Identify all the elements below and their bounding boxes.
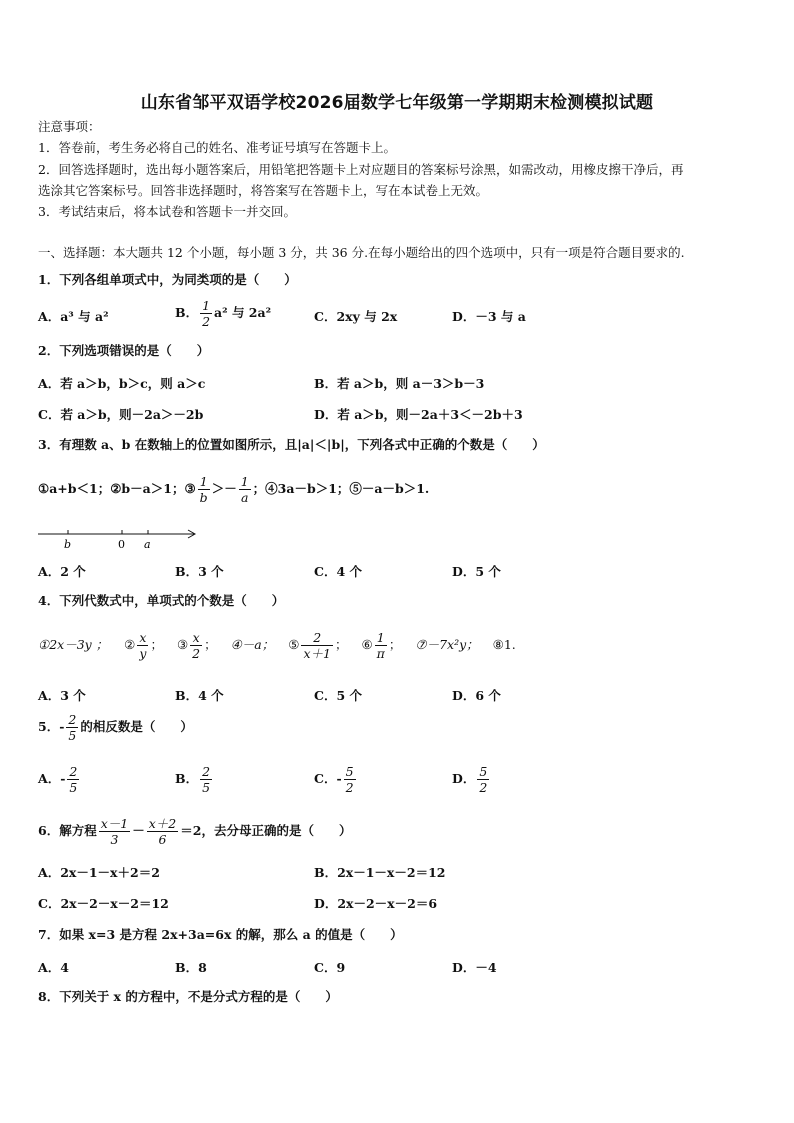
q7-option-d: D．－4 [452, 960, 497, 975]
notice-item: 选涂其它答案标号。回答非选择题时，将答案写在答题卡上，写在本试卷上无效。 [38, 183, 489, 198]
q3-option-a: A．2 个 [38, 564, 86, 579]
number-line [36, 524, 206, 554]
notice-item: 3．考试结束后，将本试卷和答题卡一并交回。 [38, 204, 296, 219]
q4-option-a: A．3 个 [38, 688, 86, 703]
q2-option-a: A．若 a＞b，b＞c，则 a＞c [38, 376, 206, 391]
question-4-stem: 4．下列代数式中，单项式的个数是（ ） [38, 593, 285, 608]
q4-option-b: B．4 个 [175, 688, 224, 703]
q5-option-b: B． $\frac{2}{5}$ [175, 764, 211, 795]
question-7-stem: 7．如果 x=3 是方程 2x+3a=6x 的解，那么 a 的值是（ ） [38, 927, 403, 942]
notice-item: 2．回答选择题时，选出每小题答案后，用铅笔把答题卡上对应题目的答案标号涂黑，如需改动，用橡皮擦干净后，再 [38, 162, 684, 177]
label-b: b [64, 538, 72, 551]
q6-option-b: B．2x－1－x－2＝12 [314, 865, 446, 880]
q2-option-b: B．若 a＞b，则 a－3＞b－3 [314, 376, 485, 391]
q5-option-a: A．- $\frac{2}{5}$ [38, 764, 78, 795]
question-8-stem: 8．下列关于 x 的方程中，不是分式方程的是（ ） [38, 989, 338, 1004]
q3-option-b: B．3 个 [175, 564, 224, 579]
q2-option-c: C．若 a＞b，则－2a＞－2b [38, 407, 204, 422]
q5-option-c: C．- $\frac{5}{2}$ [314, 764, 354, 795]
q6-option-a: A．2x－1－x＋2＝2 [38, 865, 160, 880]
q1-option-c: C．2xy 与 2x [314, 309, 398, 324]
notice-heading: 注意事项： [38, 119, 101, 134]
label-0: 0 [118, 538, 125, 551]
q1-option-d: D．－3 与 a [452, 309, 526, 324]
q4-option-c: C．5 个 [314, 688, 362, 703]
q2-option-d: D．若 a＞b，则－2a＋3＜－2b＋3 [314, 407, 523, 422]
question-3-stem: 3．有理数 a、b 在数轴上的位置如图所示，且|a|＜|b|，下列各式中正确的个数是（ ） [38, 437, 545, 452]
q3-option-c: C．4 个 [314, 564, 362, 579]
question-5-stem: 5．- $\frac{2}{5}$ 的相反数是（ ） [38, 712, 193, 743]
q7-option-c: C．9 [314, 960, 346, 975]
q1-option-b: B． $\frac{1}{2}$ a² 与 2a² [175, 298, 272, 329]
q7-option-a: A．4 [38, 960, 69, 975]
q4-expressions: ①2x－3y ； ② $\frac{x}{y}$ ； ③ $\frac{x}{2}$ ； ④－a； ⑤ $\frac{2}{x+1}$ ； ⑥ $\frac{1}{\pi}$ ； ⑦－7x²y； ⑧1. [38, 630, 516, 661]
question-6-stem: 6．解方程 $\frac{x-1}{3}$ － $\frac{x+2}{6}$ ＝2，去分母正确的是（ ） [38, 816, 352, 847]
q1-option-a: A．a³ 与 a² [38, 309, 109, 324]
question-1-stem: 1．下列各组单项式中，为同类项的是（ ） [38, 272, 297, 287]
label-a: a [144, 538, 151, 551]
q6-option-d: D．2x－2－x－2＝6 [314, 896, 438, 911]
exam-title: 山东省邹平双语学校2026届数学七年级第一学期期末检测模拟试题 [140, 93, 654, 113]
notice-item: 1．答卷前，考生务必将自己的姓名、准考证号填写在答题卡上。 [38, 140, 396, 155]
q5-option-d: D． $\frac{5}{2}$ [452, 764, 488, 795]
q3-option-d: D．5 个 [452, 564, 501, 579]
section-heading: 一、选择题：本大题共 12 个小题，每小题 3 分，共 36 分.在每小题给出的四个选项中，只有一项是符合题目要求的. [38, 245, 685, 260]
q3-statements: ①a+b＜1；②b－a＞1；③ $\frac{1}{b}$ ＞－ $\frac{1}{a}$ ；④3a－b＞1；⑤－a－b＞1. [38, 474, 430, 505]
q7-option-b: B．8 [175, 960, 207, 975]
q4-option-d: D．6 个 [452, 688, 501, 703]
question-2-stem: 2．下列选项错误的是（ ） [38, 343, 210, 358]
q6-option-c: C．2x－2－x－2＝12 [38, 896, 169, 911]
